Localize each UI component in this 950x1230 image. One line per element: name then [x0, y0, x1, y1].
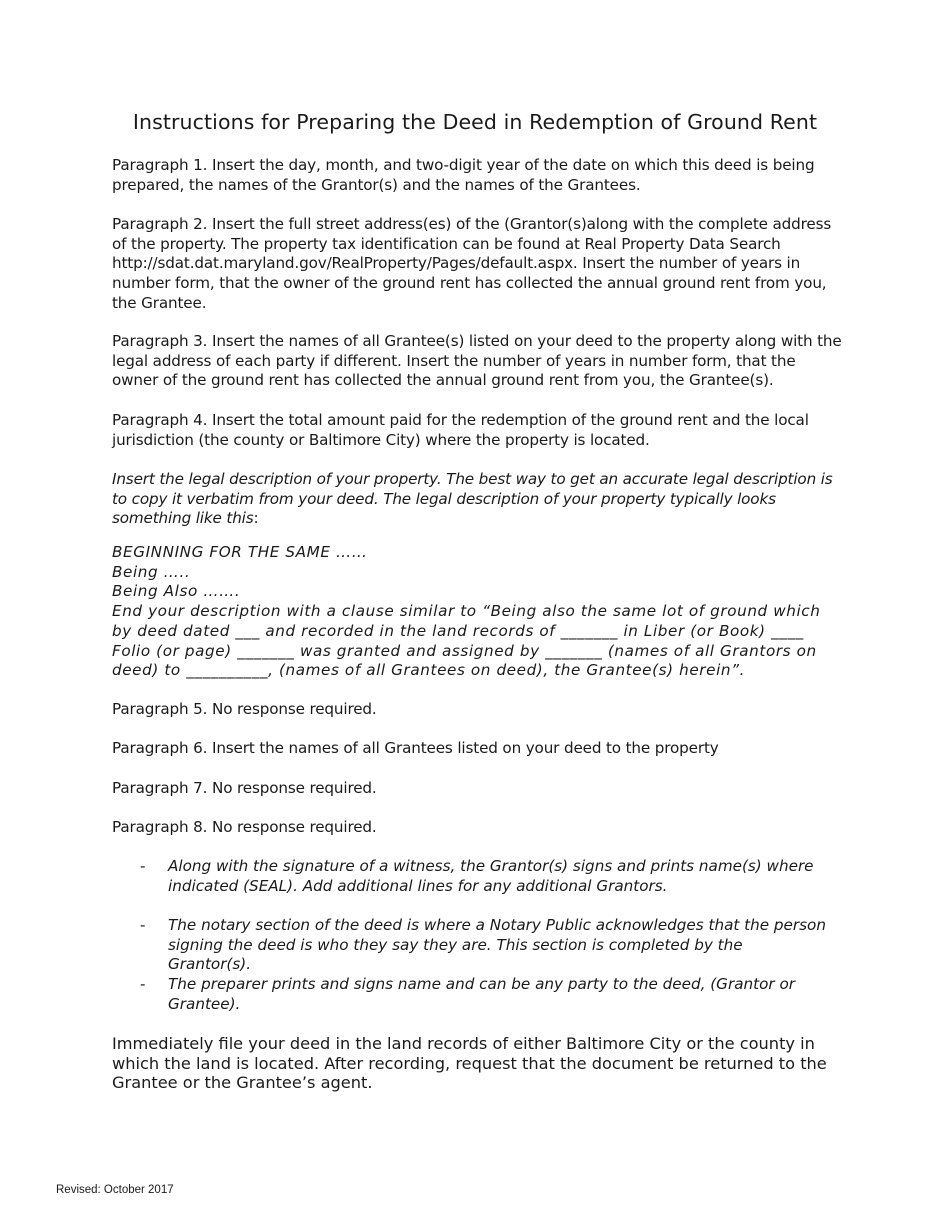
paragraph-4-instructions: Paragraph 4. Insert the total amount paid for the redemption of the ground rent and the local jurisdiction (the county or Baltimore City) where the property is located.	[112, 411, 809, 449]
page-title: Instructions for Preparing the Deed in Redemption of Ground Rent	[132, 110, 818, 134]
revision-date: Revised: October 2017	[56, 1184, 174, 1196]
bullet-marker: -	[140, 975, 146, 993]
legal-line-clause: End your description with a clause similar to “Being also the same lot of ground which by deed dated ___ and recorded in the land records of _______ in Liber (or Book) ____ Folio (or page) _______ was granted and assigned by _______ (names of all Grantors on deed) to __________, (names of all Grantees on deed), the Grantee(s) herein”.	[112, 602, 821, 680]
legal-line-beginning: BEGINNING FOR THE SAME ……	[112, 543, 368, 561]
paragraph-7-instructions: Paragraph 7. No response required.	[112, 779, 377, 797]
paragraph-3-instructions: Paragraph 3. Insert the names of all Grantee(s) listed on your deed to the property along with the legal address of each party if different. Insert the number of years in number form, that the owner of the ground rent has collected the annual ground rent from you, the Grantee(s).	[112, 332, 842, 390]
legal-description-intro	[112, 470, 842, 529]
paragraph-5-instructions: Paragraph 5. No response required.	[112, 700, 377, 718]
legal-intro-text: Insert the legal description of your property. The best way to get an accurate legal description is to copy it verbatim from your deed. The legal description of your property typically looks something like this	[112, 470, 833, 528]
paragraph-1-instructions: Paragraph 1. Insert the day, month, and two-digit year of the date on which this deed is being prepared, the names of the Grantor(s) and the names of the Grantees.	[112, 156, 815, 194]
bullet-marker: -	[140, 857, 146, 875]
bullet-text-notary: The notary section of the deed is where a Notary Public acknowledges that the person signing the deed is who they say they are. This section is completed by the Grantor(s).	[168, 916, 826, 974]
legal-line-being-also: Being Also …….	[112, 582, 241, 601]
legal-intro-colon: :	[253, 509, 259, 528]
legal-description-example	[112, 543, 842, 681]
paragraph-8-instructions: Paragraph 8. No response required.	[112, 818, 377, 836]
paragraph-2-instructions: Paragraph 2. Insert the full street address(es) of the (Grantor(s)along with the complete address of the property. The property tax identification can be found at Real Property Data Search http://sdat.dat.maryland.gov/RealProperty/Pages/default.aspx. Insert the number of years in number form, that the owner of the ground rent has collected the annual ground rent from you, the Grantee.	[112, 215, 832, 312]
bullet-marker: -	[140, 916, 146, 934]
bullet-text-signature: Along with the signature of a witness, the Grantor(s) signs and prints name(s) where indicated (SEAL). Add additional lines for any additional Grantors.	[168, 857, 814, 895]
paragraph-6-instructions: Paragraph 6. Insert the names of all Grantees listed on your deed to the property	[112, 739, 719, 757]
legal-line-being: Being …..	[112, 562, 191, 581]
bullet-text-preparer: The preparer prints and signs name and can be any party to the deed, (Grantor or Grantee).	[168, 975, 795, 1013]
filing-instructions: Immediately file your deed in the land records of either Baltimore City or the county in which the land is located. After recording, request that the document be returned to the Grantee or the Grantee’s agent.	[112, 1034, 827, 1093]
